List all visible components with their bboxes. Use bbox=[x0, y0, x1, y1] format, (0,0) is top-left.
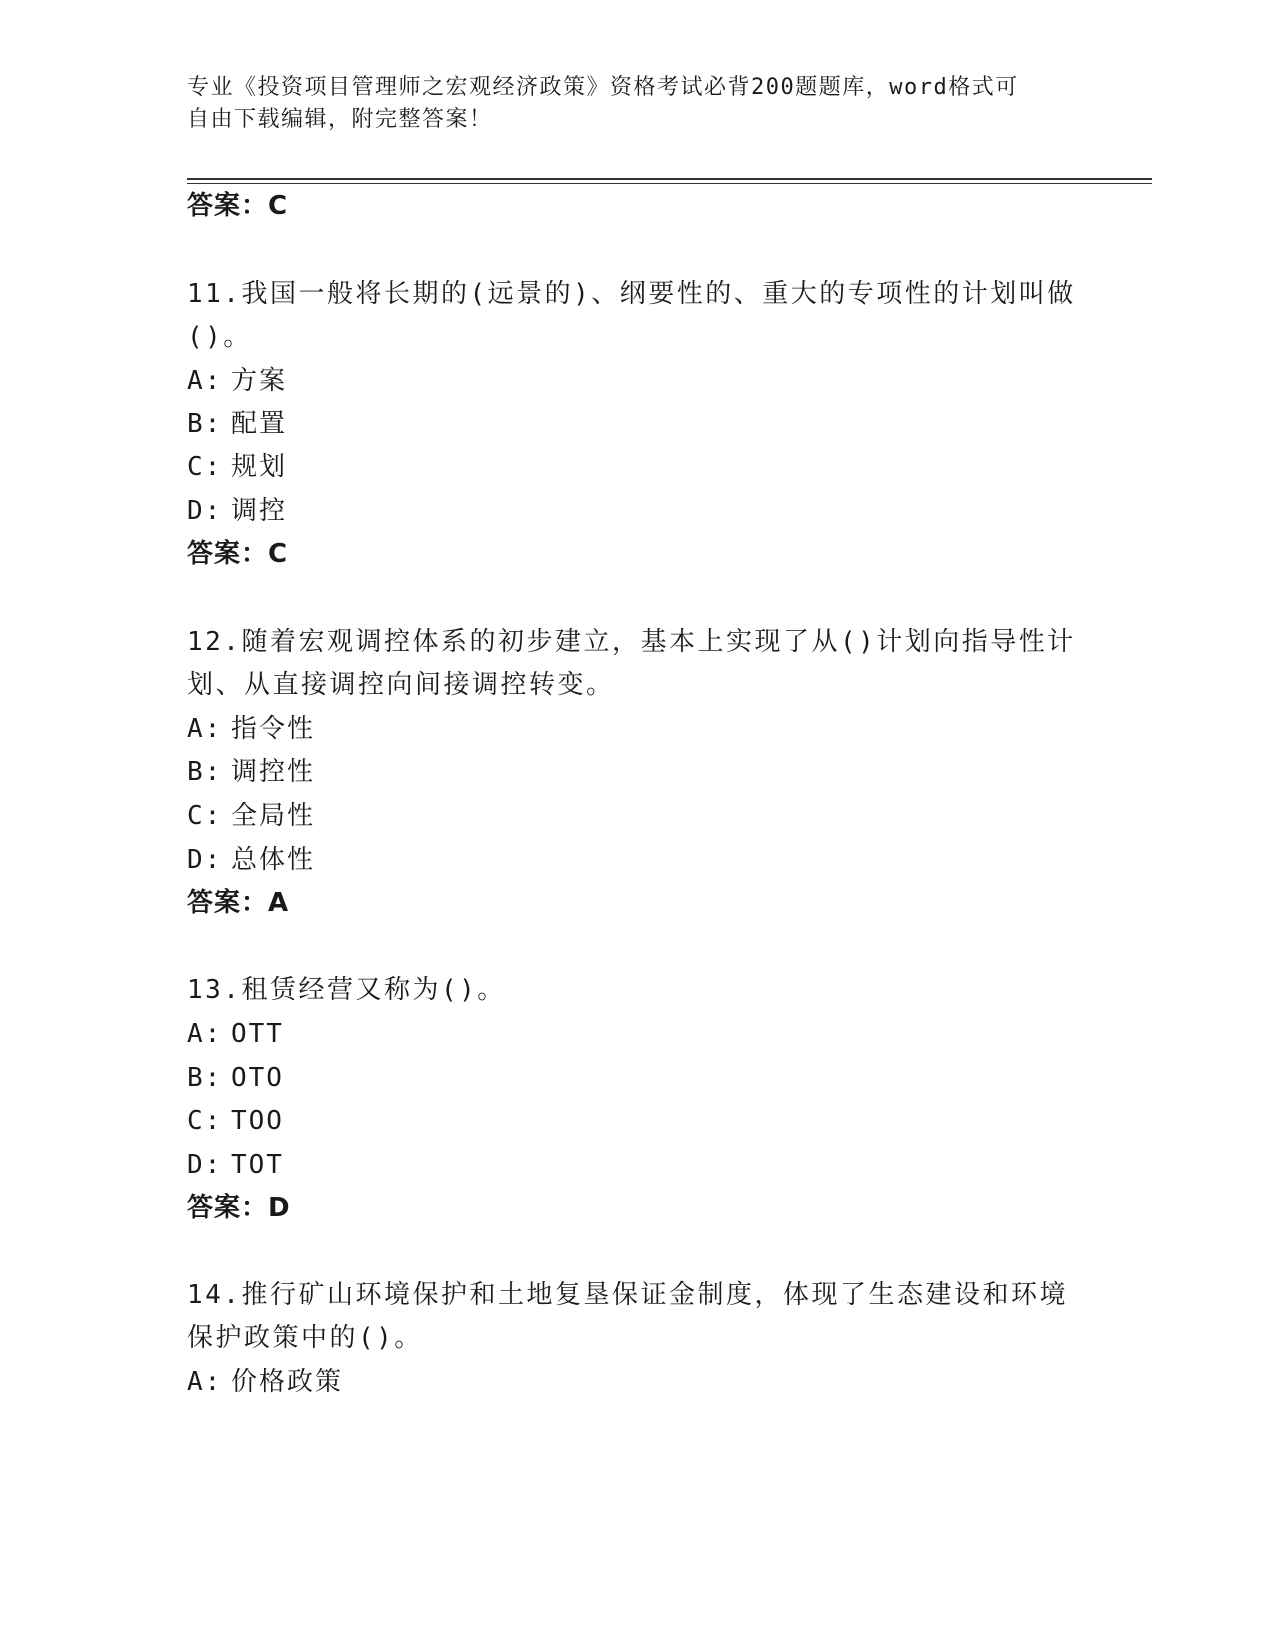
option-text: 价格政策 bbox=[231, 1367, 344, 1397]
option-key: A: bbox=[187, 1367, 223, 1397]
document-header bbox=[187, 72, 1077, 136]
question-13-option-a bbox=[187, 1016, 284, 1052]
question-11-option-b bbox=[187, 406, 287, 442]
option-text: 调控 bbox=[231, 496, 288, 526]
question-12-option-b bbox=[187, 754, 315, 790]
option-text: OTO bbox=[231, 1063, 284, 1093]
option-text: 全局性 bbox=[231, 801, 316, 831]
option-key: D: bbox=[187, 496, 223, 526]
option-key: A: bbox=[187, 1019, 223, 1049]
question-13-option-d bbox=[187, 1147, 284, 1183]
question-12-option-a bbox=[187, 711, 315, 747]
option-text: 调控性 bbox=[231, 757, 316, 787]
question-11-option-d bbox=[187, 493, 287, 529]
question-11-option-a bbox=[187, 363, 287, 399]
question-13-option-c bbox=[187, 1103, 284, 1139]
question-12-stem-line-2: 划、从直接调控向间接调控转变。 bbox=[187, 670, 615, 700]
header-line-1: 专业《投资项目管理师之宏观经济政策》资格考试必背200题题库，word格式可 bbox=[187, 75, 1019, 100]
option-text: TOT bbox=[231, 1150, 284, 1180]
question-14-stem-line-1: 14.推行矿山环境保护和土地复垦保证金制度，体现了生态建设和环境 bbox=[187, 1280, 1068, 1310]
option-text: TOO bbox=[231, 1106, 284, 1136]
answer-q11: 答案：C bbox=[187, 539, 289, 569]
answer-q10: 答案：C bbox=[187, 191, 289, 221]
question-11-option-c bbox=[187, 449, 287, 485]
option-key: B: bbox=[187, 757, 223, 787]
header-rule-thick bbox=[187, 178, 1152, 180]
header-rule-thin bbox=[187, 183, 1152, 184]
answer-q12: 答案：A bbox=[187, 888, 290, 918]
option-text: 指令性 bbox=[231, 714, 316, 744]
question-11-stem-line-2: ()。 bbox=[187, 322, 252, 352]
question-12-option-c bbox=[187, 798, 315, 834]
option-text: OTT bbox=[231, 1019, 284, 1049]
option-key: A: bbox=[187, 366, 223, 396]
option-key: B: bbox=[187, 1063, 223, 1093]
question-13-option-b bbox=[187, 1060, 284, 1096]
option-text: 规划 bbox=[231, 452, 288, 482]
header-line-2: 自由下载编辑，附完整答案！ bbox=[187, 107, 493, 132]
option-text: 方案 bbox=[231, 366, 288, 396]
answer-q13: 答案：D bbox=[187, 1193, 291, 1223]
option-key: D: bbox=[187, 1150, 223, 1180]
option-key: C: bbox=[187, 1106, 223, 1136]
option-key: C: bbox=[187, 801, 223, 831]
question-12-stem-line-1: 12.随着宏观调控体系的初步建立，基本上实现了从()计划向指导性计 bbox=[187, 627, 1076, 657]
question-12-option-d bbox=[187, 842, 315, 878]
option-key: B: bbox=[187, 409, 223, 439]
question-14-stem-line-2: 保护政策中的()。 bbox=[187, 1323, 423, 1353]
option-text: 总体性 bbox=[231, 845, 316, 875]
option-key: C: bbox=[187, 452, 223, 482]
option-text: 配置 bbox=[231, 409, 288, 439]
question-14-option-a bbox=[187, 1364, 343, 1400]
option-key: D: bbox=[187, 845, 223, 875]
option-key: A: bbox=[187, 714, 223, 744]
question-11-stem-line-1: 11.我国一般将长期的(远景的)、纲要性的、重大的专项性的计划叫做 bbox=[187, 279, 1076, 309]
question-13-stem-line-1: 13.租赁经营又称为()。 bbox=[187, 975, 506, 1005]
